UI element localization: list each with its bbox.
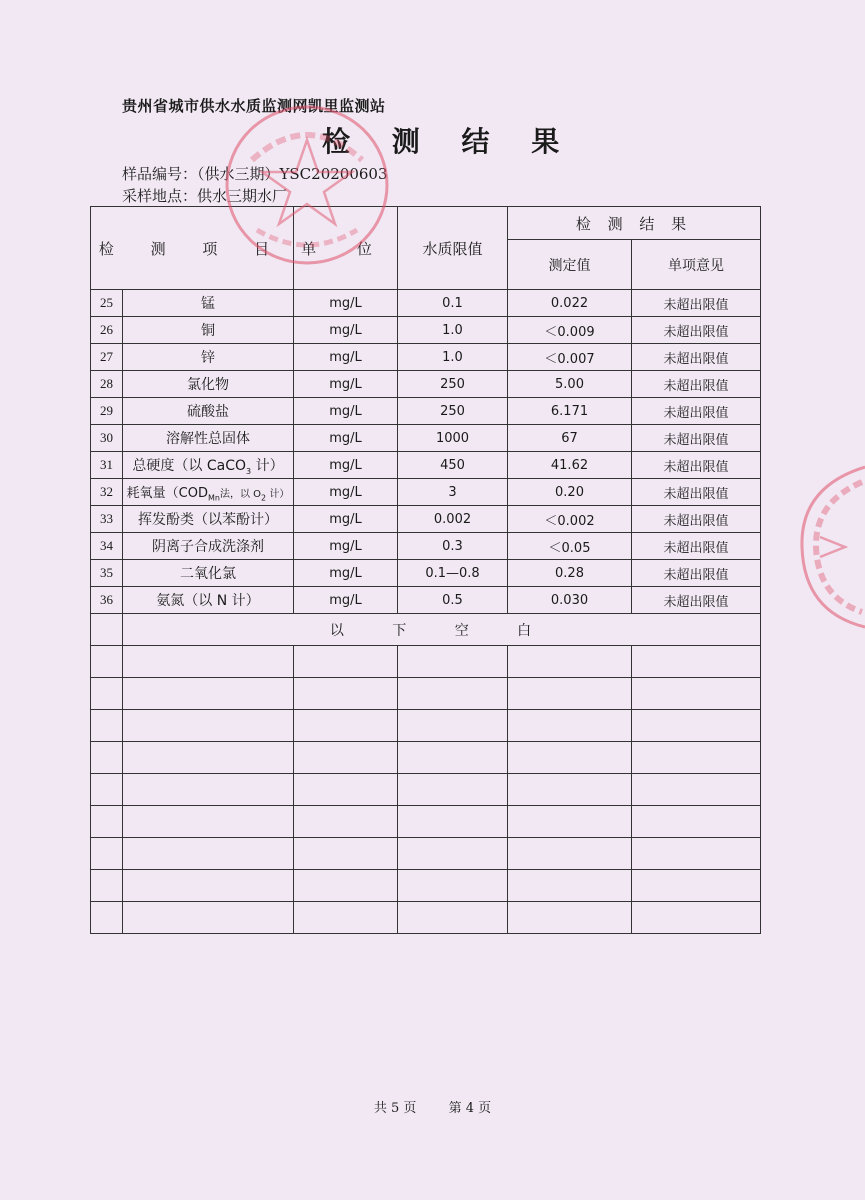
blank-row [91, 710, 761, 742]
opinion-cell: 未超出限值 [632, 560, 761, 587]
blank-row [91, 806, 761, 838]
column-header-item: 检 测 项 目 [91, 207, 294, 290]
table-row [91, 317, 761, 344]
opinion-cell: 未超出限值 [632, 587, 761, 614]
sampling-site: 采样地点：供水三期水厂 [122, 187, 288, 205]
blank-row [91, 742, 761, 774]
edge-seal [790, 462, 865, 632]
table-row [91, 479, 761, 506]
organization-name: 贵州省城市供水水质监测网凯里监测站 [122, 97, 386, 115]
item-name: 锰 [123, 290, 294, 317]
row-number: 36 [91, 587, 123, 614]
item-name: 锌 [123, 344, 294, 371]
limit-cell: 0.3 [398, 533, 508, 560]
measured-value: ＜0.009 [508, 317, 632, 344]
opinion-cell: 未超出限值 [632, 533, 761, 560]
item-name: 氯化物 [123, 371, 294, 398]
unit-cell: mg/L [294, 533, 398, 560]
table-row [91, 344, 761, 371]
opinion-cell: 未超出限值 [632, 344, 761, 371]
table-row [91, 425, 761, 452]
table-row [91, 398, 761, 425]
table-row [91, 371, 761, 398]
document-title: 检 测 结 果 [322, 125, 576, 158]
opinion-cell: 未超出限值 [632, 479, 761, 506]
unit-cell: mg/L [294, 344, 398, 371]
measured-value: 6.171 [508, 398, 632, 425]
row-number: 25 [91, 290, 123, 317]
measured-value: 0.022 [508, 290, 632, 317]
unit-cell: mg/L [294, 506, 398, 533]
item-name: 二氧化氯 [123, 560, 294, 587]
column-header-unit: 单 位 [294, 207, 398, 290]
unit-cell: mg/L [294, 398, 398, 425]
unit-cell: mg/L [294, 560, 398, 587]
limit-cell: 250 [398, 371, 508, 398]
limit-cell: 250 [398, 398, 508, 425]
item-name: 铜 [123, 317, 294, 344]
opinion-cell: 未超出限值 [632, 317, 761, 344]
unit-cell: mg/L [294, 371, 398, 398]
unit-cell: mg/L [294, 452, 398, 479]
item-name: 氨氮（以 N 计） [123, 587, 294, 614]
item-name: 阴离子合成洗涤剂 [123, 533, 294, 560]
item-name: 总硬度（以 CaCO$_3$ 计） [123, 452, 294, 479]
limit-cell: 3 [398, 479, 508, 506]
row-number: 28 [91, 371, 123, 398]
limit-cell: 1000 [398, 425, 508, 452]
measured-value: ＜0.002 [508, 506, 632, 533]
column-header-limit: 水质限值 [398, 207, 508, 290]
table-row [91, 290, 761, 317]
opinion-cell: 未超出限值 [632, 290, 761, 317]
table-row [91, 452, 761, 479]
page-footer [0, 1097, 865, 1116]
table-row [91, 587, 761, 614]
measured-value: 67 [508, 425, 632, 452]
blank-row [91, 870, 761, 902]
unit-cell: mg/L [294, 479, 398, 506]
limit-cell: 1.0 [398, 344, 508, 371]
header-row-1 [91, 207, 761, 240]
item-name: 耗氧量（$COD_{Mn}$法，以 $O_2$ 计） [123, 479, 294, 506]
limit-cell: 0.002 [398, 506, 508, 533]
results-table [90, 206, 761, 934]
blank-row [91, 646, 761, 678]
item-name: 挥发酚类（以苯酚计） [123, 506, 294, 533]
row-number: 34 [91, 533, 123, 560]
row-number: 32 [91, 479, 123, 506]
sample-number: 样品编号：（供水三期）YSC20200603 [122, 165, 388, 183]
opinion-cell: 未超出限值 [632, 398, 761, 425]
row-number: 31 [91, 452, 123, 479]
opinion-cell: 未超出限值 [632, 452, 761, 479]
blank-row [91, 678, 761, 710]
unit-cell: mg/L [294, 290, 398, 317]
total-pages: 共 5 页 [373, 1101, 417, 1116]
limit-cell: 450 [398, 452, 508, 479]
column-header-opinion: 单项意见 [632, 240, 761, 290]
row-number: 30 [91, 425, 123, 452]
blank-row [91, 774, 761, 806]
table-row [91, 506, 761, 533]
measured-value: 0.20 [508, 479, 632, 506]
current-page: 第 4 页 [448, 1101, 492, 1116]
measured-value: 41.62 [508, 452, 632, 479]
item-name: 溶解性总固体 [123, 425, 294, 452]
measured-value: 0.28 [508, 560, 632, 587]
unit-cell: mg/L [294, 425, 398, 452]
blank-row [91, 838, 761, 870]
column-header-measured: 测定值 [508, 240, 632, 290]
unit-cell: mg/L [294, 587, 398, 614]
table-row [91, 560, 761, 587]
unit-cell: mg/L [294, 317, 398, 344]
row-number: 27 [91, 344, 123, 371]
measured-value: 0.030 [508, 587, 632, 614]
row-number: 26 [91, 317, 123, 344]
row-number: 33 [91, 506, 123, 533]
measured-value: ＜0.007 [508, 344, 632, 371]
item-name: 硫酸盐 [123, 398, 294, 425]
end-note-row [91, 614, 761, 646]
limit-cell: 0.1—0.8 [398, 560, 508, 587]
opinion-cell: 未超出限值 [632, 506, 761, 533]
table-row [91, 533, 761, 560]
row-number: 29 [91, 398, 123, 425]
blank-cell [91, 614, 123, 646]
opinion-cell: 未超出限值 [632, 425, 761, 452]
measured-value: ＜0.05 [508, 533, 632, 560]
limit-cell: 0.5 [398, 587, 508, 614]
column-header-results: 检 测 结 果 [508, 207, 761, 240]
opinion-cell: 未超出限值 [632, 371, 761, 398]
limit-cell: 1.0 [398, 317, 508, 344]
limit-cell: 0.1 [398, 290, 508, 317]
end-of-list-note: 以 下 空 白 [123, 614, 761, 646]
row-number: 35 [91, 560, 123, 587]
blank-row [91, 902, 761, 934]
measured-value: 5.00 [508, 371, 632, 398]
